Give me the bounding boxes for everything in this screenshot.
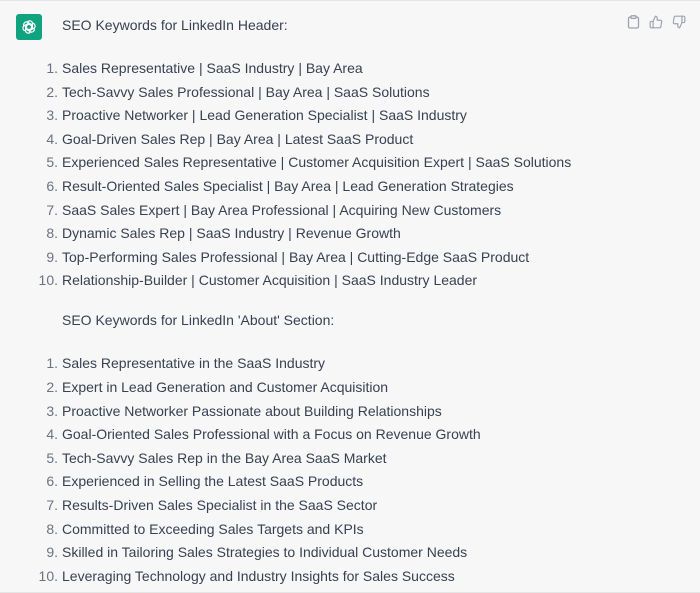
list-number: 1. xyxy=(46,355,58,372)
list-number: 1. xyxy=(46,60,58,76)
list-item xyxy=(46,130,622,148)
assistant-avatar xyxy=(16,14,42,40)
list-item xyxy=(46,83,622,101)
list-item xyxy=(38,271,622,289)
list-item xyxy=(46,106,622,124)
list-item-text: Tech-Savvy Sales Professional | Bay Area | SaaS Solutions xyxy=(62,83,430,100)
list-item-text: Proactive Networker Passionate about Building Relationships xyxy=(62,402,442,419)
list-item-text: Experienced Sales Representative | Customer Acquisition Expert | SaaS Solutions xyxy=(62,154,572,171)
list-item xyxy=(46,425,622,443)
list-item xyxy=(46,248,622,266)
list-item-text: Experienced in Selling the Latest SaaS Products xyxy=(62,473,364,490)
list-item-text: Tech-Savvy Sales Rep in the Bay Area SaaS Market xyxy=(62,449,387,466)
list-item xyxy=(46,177,622,195)
list-number: 8. xyxy=(46,225,58,242)
list-item-text: Top-Performing Sales Professional | Bay Area | Cutting-Edge SaaS Product xyxy=(62,248,530,265)
list-item-text: Goal-Driven Sales Rep | Bay Area | Latest SaaS Product xyxy=(62,130,414,147)
list-number: 3. xyxy=(46,402,58,419)
list-number: 6. xyxy=(46,177,58,194)
list-item-text: Relationship-Builder | Customer Acquisition | SaaS Industry Leader xyxy=(62,272,478,289)
list-item-text: Skilled in Tailoring Sales Strategies to Individual Customer Needs xyxy=(62,544,468,561)
list-item-text: Committed to Exceeding Sales Targets and KPIs xyxy=(62,520,364,537)
thumbs-down-button[interactable] xyxy=(672,15,686,29)
thumbs-up-button[interactable] xyxy=(649,15,663,29)
clipboard-icon xyxy=(627,15,640,29)
list-item xyxy=(38,567,622,585)
copy-button[interactable] xyxy=(626,15,640,29)
about-keywords-heading: SEO Keywords for LinkedIn 'About' Section: xyxy=(62,312,335,329)
message-actions xyxy=(626,15,686,29)
about-keywords-list xyxy=(38,354,622,584)
list-number: 5. xyxy=(46,154,58,171)
list-number: 2. xyxy=(46,83,58,100)
list-number: 2. xyxy=(46,378,58,395)
list-item xyxy=(46,543,622,561)
list-number: 3. xyxy=(46,107,58,124)
thumbs-down-icon xyxy=(672,15,686,29)
list-number: 7. xyxy=(46,496,58,513)
header-keywords-list xyxy=(38,59,622,289)
list-item-text: Goal-Oriented Sales Professional with a Focus on Revenue Growth xyxy=(62,426,481,443)
list-item-text: Sales Representative in the SaaS Industry xyxy=(62,355,326,372)
list-item xyxy=(46,449,622,467)
list-number: 4. xyxy=(46,426,58,443)
list-item xyxy=(46,496,622,514)
list-number: 5. xyxy=(46,449,58,466)
list-item-text: Result-Oriented Sales Specialist | Bay Area | Lead Generation Strategies xyxy=(62,177,514,194)
list-number: 8. xyxy=(46,520,58,537)
list-item-text: Sales Representative | SaaS Industry | Bay Area xyxy=(62,60,363,76)
list-number: 10. xyxy=(38,272,58,289)
thumbs-up-icon xyxy=(649,15,663,29)
list-number: 9. xyxy=(46,544,58,561)
list-number: 10. xyxy=(38,567,58,584)
list-item-text: Dynamic Sales Rep | SaaS Industry | Revenue Growth xyxy=(62,225,401,242)
list-item xyxy=(46,472,622,490)
list-item-text: SaaS Sales Expert | Bay Area Professional | Acquiring New Customers xyxy=(62,201,502,218)
list-number: 9. xyxy=(46,248,58,265)
list-item xyxy=(46,59,622,77)
list-item xyxy=(46,520,622,538)
list-item xyxy=(46,224,622,242)
list-item xyxy=(46,402,622,420)
list-item xyxy=(46,354,622,372)
list-number: 4. xyxy=(46,130,58,147)
list-item xyxy=(46,378,622,396)
list-item-text: Proactive Networker | Lead Generation Specialist | SaaS Industry xyxy=(62,107,467,124)
list-item-text: Expert in Lead Generation and Customer Acquisition xyxy=(62,378,389,395)
list-item xyxy=(46,153,622,171)
list-item-text: Results-Driven Sales Specialist in the SaaS Sector xyxy=(62,496,378,513)
list-number: 7. xyxy=(46,201,58,218)
list-number: 6. xyxy=(46,473,58,490)
list-item xyxy=(46,201,622,219)
message-content xyxy=(38,16,622,590)
openai-logo-icon xyxy=(20,18,38,36)
list-item-text: Leveraging Technology and Industry Insights for Sales Success xyxy=(62,567,455,584)
header-keywords-heading: SEO Keywords for LinkedIn Header: xyxy=(62,17,288,33)
